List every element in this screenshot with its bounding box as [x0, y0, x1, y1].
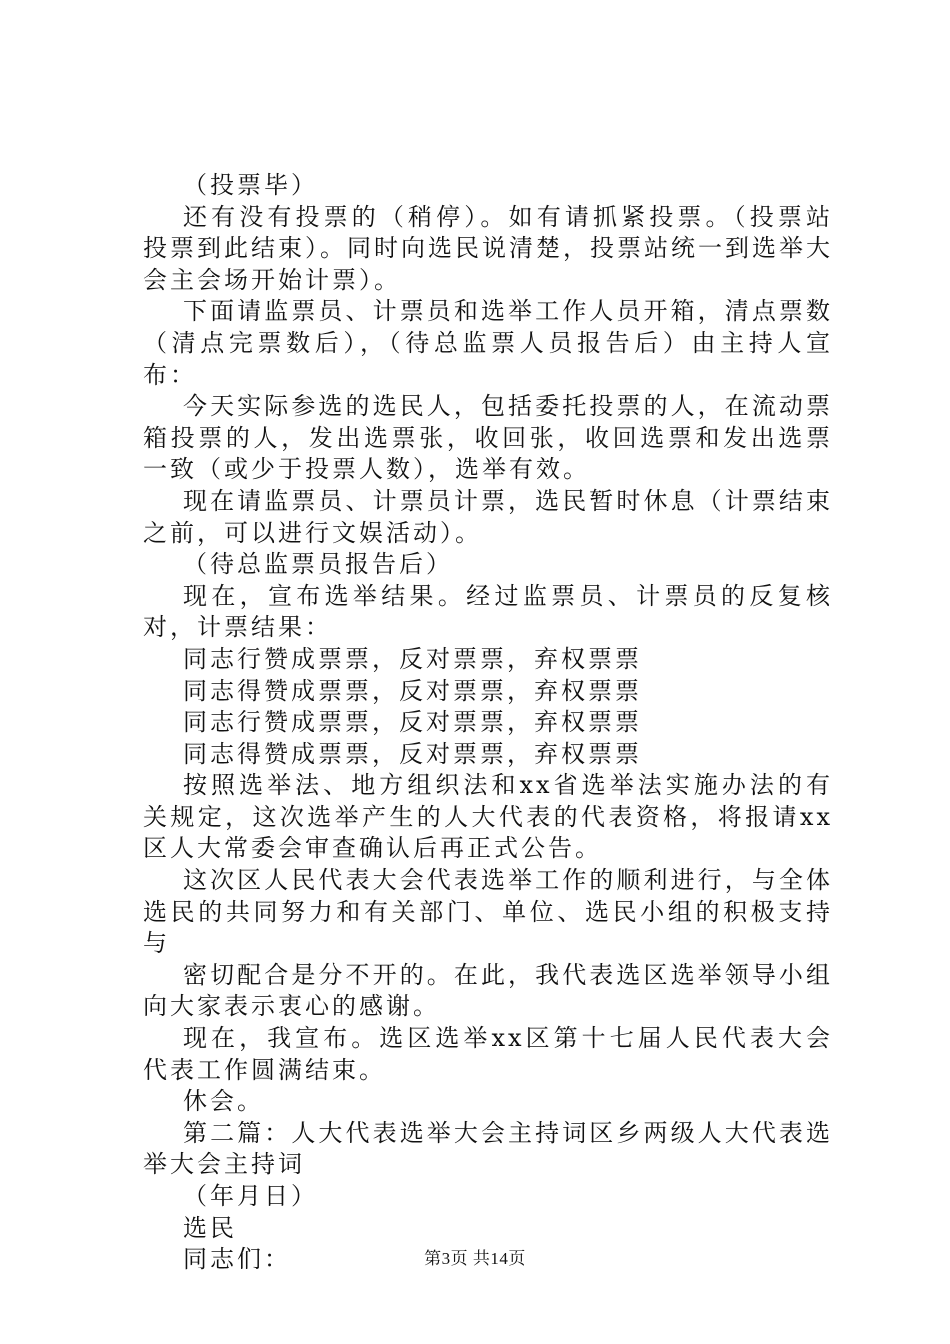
paragraph: 还有没有投票的（稍停）。如有请抓紧投票。（投票站投票到此结束）。同时向选民说清楚，投票站统一到选举大会主会场开始计票）。: [143, 202, 833, 294]
vote-result-line: 同志行赞成票票，反对票票，弃权票票: [183, 644, 642, 673]
paragraph: 今天实际参选的选民人，包括委托投票的人，在流动票箱投票的人，发出选票张，收回张，收回选票和发出选票一致（或少于投票人数），选举有效。: [143, 392, 833, 484]
vote-result-line: 同志得赞成票票，反对票票，弃权票票: [183, 739, 642, 768]
paragraph: 按照选举法、地方组织法和xx省选举法实施办法的有关规定，这次选举产生的人大代表的代表资格，将报请xx区人大常委会审查确认后再正式公告。: [143, 771, 833, 863]
section-heading: 第二篇：人大代表选举大会主持词区乡两级人大代表选举大会主持词: [143, 1118, 833, 1179]
paragraph: 现在请监票员、计票员计票，选民暂时休息（计票结束之前，可以进行文娱活动）。: [143, 486, 833, 547]
paragraph: 现在，宣布选举结果。经过监票员、计票员的反复核对，计票结果：: [143, 581, 833, 642]
paragraph: 休会。: [183, 1087, 264, 1116]
paragraph: （待总监票员报告后）: [183, 550, 453, 579]
vote-result-line: 同志得赞成票票，反对票票，弃权票票: [183, 676, 642, 705]
paragraph: 这次区人民代表大会代表选举工作的顺利进行，与全体选民的共同努力和有关部门、单位、选民小组的积极支持与: [143, 866, 833, 958]
paragraph: （年月日）: [183, 1182, 318, 1210]
document-body: [143, 170, 833, 1276]
paragraph: 密切配合是分不开的。在此，我代表选区选举领导小组向大家表示衷心的感谢。: [143, 960, 833, 1021]
page-number-footer: 第3页 共14页: [424, 1249, 526, 1268]
vote-result-line: 同志行赞成票票，反对票票，弃权票票: [183, 708, 642, 737]
paragraph: 同志们：: [183, 1245, 291, 1274]
paragraph: 现在，我宣布。选区选举xx区第十七届人民代表大会代表工作圆满结束。: [143, 1024, 833, 1084]
paragraph: 选民: [183, 1213, 237, 1242]
paragraph: 下面请监票员、计票员和选举工作人员开箱，清点票数（清点完票数后），（待总监票人员报告后）由主持人宣布：: [143, 297, 833, 389]
paragraph: （投票毕）: [183, 171, 318, 199]
